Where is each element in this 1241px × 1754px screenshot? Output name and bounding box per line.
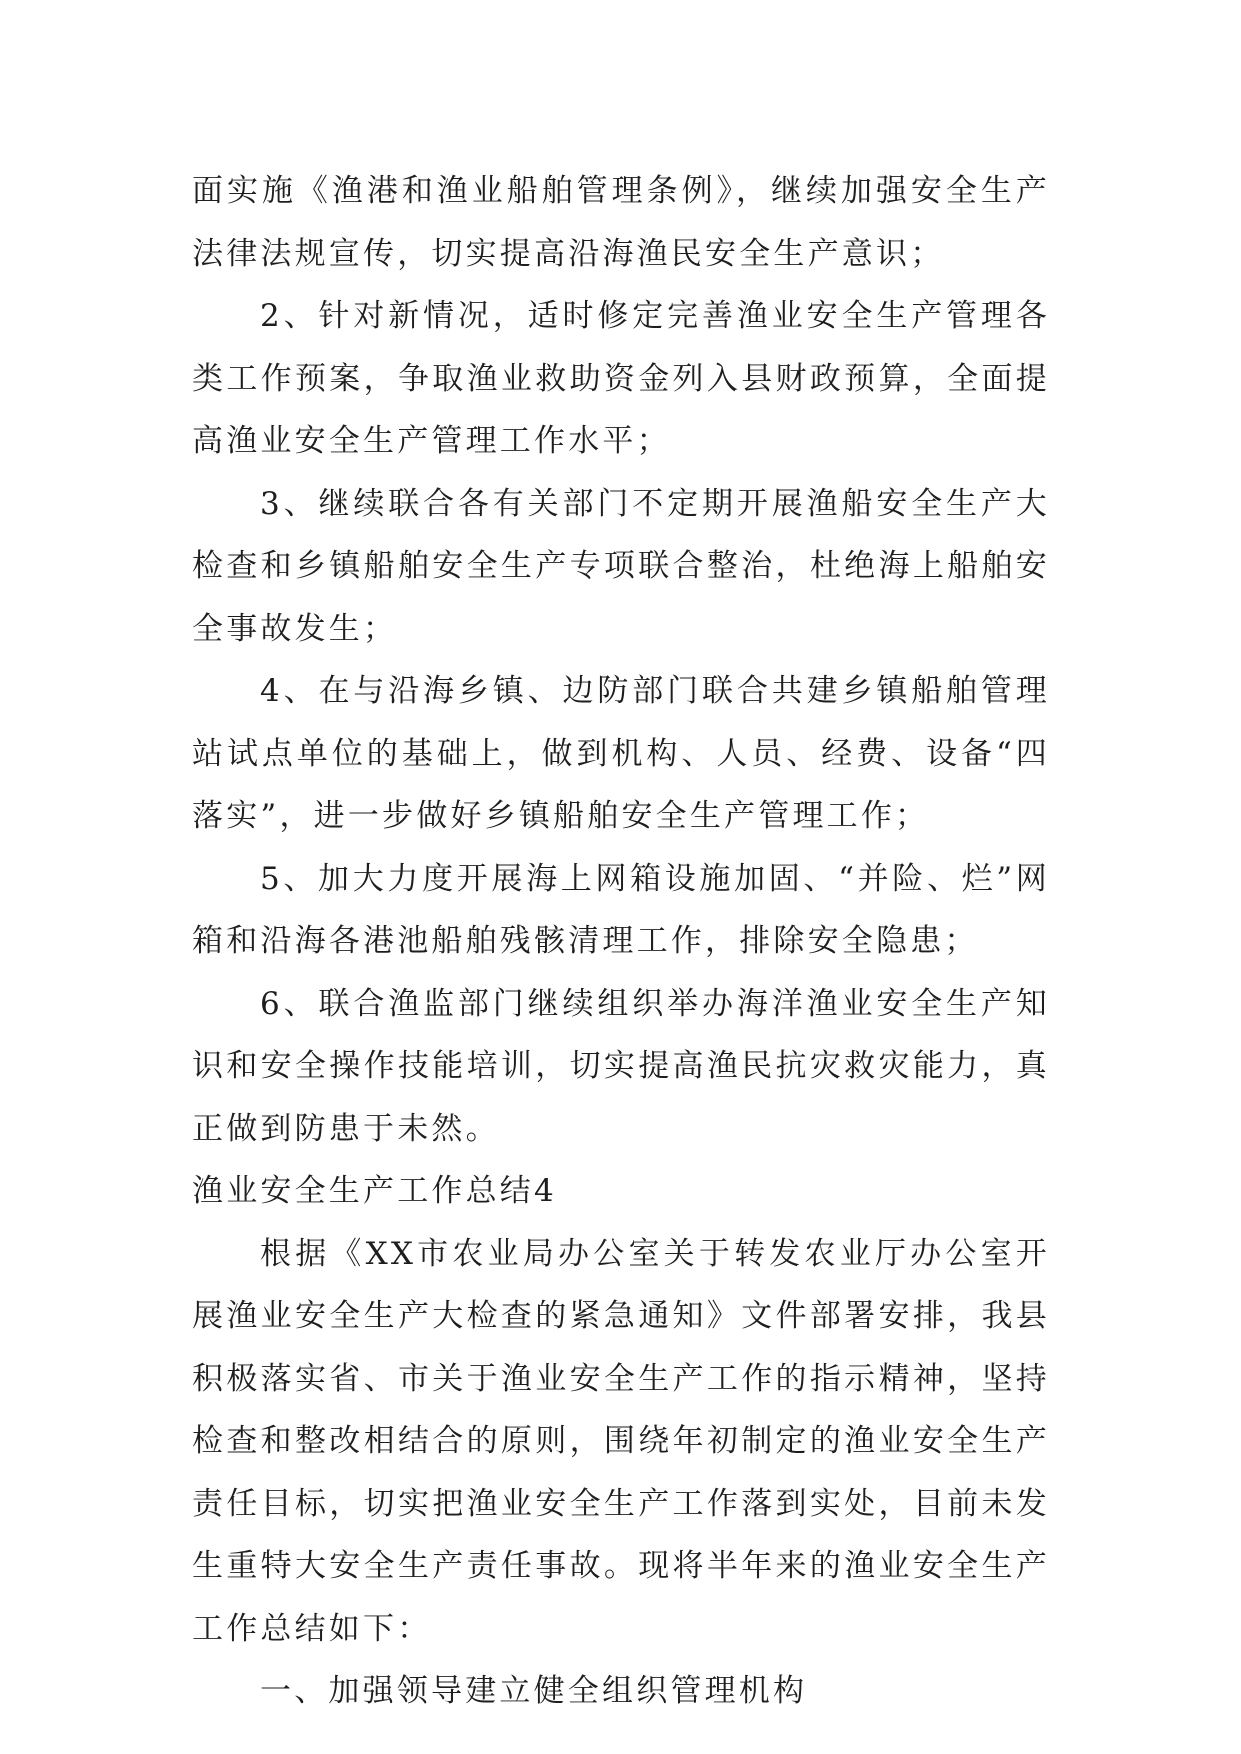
paragraph-item-4: 4、在与沿海乡镇、边防部门联合共建乡镇船舶管理站试点单位的基础上，做到机构、人员、经费、设备“四落实”，进一步做好乡镇船舶安全生产管理工作； <box>192 673 1050 834</box>
document-body <box>192 160 1050 1723</box>
paragraph-item-3: 3、继续联合各有关部门不定期开展渔船安全生产大检查和乡镇船舶安全生产专项联合整治，杜绝海上船舶安全事故发生； <box>192 485 1050 647</box>
section-heading: 渔业安全生产工作总结4 <box>192 1173 557 1209</box>
paragraph-continuation: 面实施《渔港和渔业船舶管理条例》，继续加强安全生产法律法规宣传，切实提高沿海渔民安全生产意识； <box>192 173 1050 272</box>
subsection-heading: 一、加强领导建立健全组织管理机构 <box>260 1673 808 1709</box>
paragraph-intro: 根据《XX市农业局办公室关于转发农业厅办公室开展渔业安全生产大检查的紧急通知》文件部署安排，我县积极落实省、市关于渔业安全生产工作的指示精神，坚持检查和整改相结合的原则，围绕年初制定的渔业安全生产责任目标，切实把渔业安全生产工作落到实处，目前未发生重特大安全生产责任事故。现将半年来的渔业安全生产工作总结如下： <box>192 1235 1050 1647</box>
paragraph-item-6: 6、联合渔监部门继续组织举办海洋渔业安全生产知识和安全操作技能培训，切实提高渔民抗灾救灾能力，真正做到防患于未然。 <box>192 985 1050 1147</box>
paragraph-item-5: 5、加大力度开展海上网箱设施加固、“并险、烂”网箱和沿海各港池船舶残骸清理工作，排除安全隐患； <box>192 860 1050 959</box>
paragraph-item-2: 2、针对新情况，适时修定完善渔业安全生产管理各类工作预案，争取渔业救助资金列入县财政预算，全面提高渔业安全生产管理工作水平； <box>192 298 1050 459</box>
